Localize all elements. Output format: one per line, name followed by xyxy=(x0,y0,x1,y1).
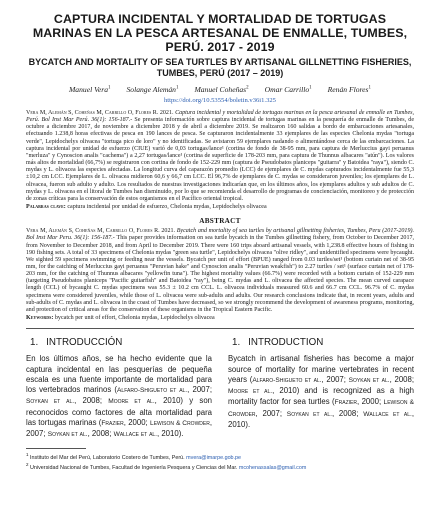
footnote: $^2$ Universidad Nacional de Tumbes, Facultad de Ingeniería Pesquera y Ciencias del Mar. mcohenassalas@gmail.com xyxy=(26,462,307,472)
resumen-keywords: Palabras clave: captura incidental por unidad de esfuerzo, Chelonia mydas, Lepidochelys olivacea xyxy=(26,204,267,211)
abstract-keywords: Keywords: bycatch per unit of effort, Chelonia mydas, Lepidochelys olivacea xyxy=(26,315,215,322)
title-spanish: CAPTURA INCIDENTAL Y MORTALIDAD DE TORTUGAS MARINAS EN LA PESCA ARTESANAL DE ENMALLE, TUMBES, PERÚ. 2017 - 2019 xyxy=(32,12,408,54)
author-list xyxy=(26,85,414,94)
intro-spanish-text: En los últimos años, se ha hecho evidente que la captura incidental en las pesquerías de pequeña escala es una fuente importante de mortalidad para los vertebrados marinos (Alfaro-Shigueto et al., 2007; Soykan et al., 2008; Moore et al., 2010) y son reconocidos como factores de alta mortalidad para las tortugas marinas (Frazier, 2000; Lewison & Crowder, 2007; Soykan et al., 2008; Wallace et al., 2010). xyxy=(26,354,213,439)
column-english xyxy=(228,337,414,440)
author: Manuel Vera$^1$ xyxy=(68,85,111,94)
abstract-paragraph: Vera M, Alemán S, Coheñas M, Carrillo O, Flores R. 2021. Bycatch and mortality of sea turtles by artisanal gillnetting fisheries, Tumbes, Peru (2017-2019). Bol Inst Mar Peru. 36(1): 156-187.- This paper provides information on sea turtle bycatch in the Tumbes gillnetting fishery, from October to December 2017, from November to December 2018, and from April to December 2019. There were 160 trips aboard artisanal vessels, with 1,238.8 effective hours of fishing in 190 fishing sets. A total of 33 specimens of Chelonia mydas "green sea turtle", Lepidochelys olivacea "olive ridley", and unidentified specimens were bycaught. We sighted 59 specimens swimming or feeding near the vessels. Bycatch per unit of effort (BPUE) ranged from 0.03 turtles/set¹ (bottom curtain net of 38-95 mm, for the catching of Merluccius gayi peruanus "Peruvian hake" and Cynoscion analis "Peruvian weakfish") to 2.27 turtles / set¹ (surface curtain net of 178-203 mm, for the catching of Thunnus albacares "yellowfin tuna"). The highest mortality values (66.7%) were recorded with a bottom curtain of 152-229 mm (targeting Pseudobatos planiceps "Pacific guitarfish" and Batoidea "ray"), being C. mydas and L. olivacea the affected species. The mean curved carapace length (CCL) of bycaught C. mydas specimens was 55.3 ± 10.2 cm CCL. L. olivacea individuals measured 60.6 and 66.7 cm CCL. 96.7% of C. mydas specimens were considered juveniles, while those of L. olivacea were sub-adults and adults. Our research conclusions indicate that, in recent years, adults and sub-adults of C. mydas and L. olivacea in the coast of Tumbes have decreased, so we strongly recommend the development of awareness programs, monitoring, and protection of critical areas for the conservation of these organisms in the Tropical Eastern Pacific. xyxy=(26,228,415,313)
author: Renán Flores$^1$ xyxy=(327,85,371,94)
section-divider xyxy=(26,328,414,329)
intro-english-text: Bycatch in artisanal fisheries has become a major source of mortality for marine vertebrates in recent years (Alfaro-Shigueto et al., 2007; Soykan et al., 2008; Moore et al., 2010) and is recognized as a high mortality factor for sea turtles (Frazier, 2000; Lewison & Crowder, 2007; Soykan et al., 2008; Wallace et al., 2010). xyxy=(228,354,414,429)
title-english: BYCATCH AND MORTALITY OF SEA TURTLES BY ARTISANAL GILLNETTING FISHERIES, TUMBES, PERÚ (2017 – 2019) xyxy=(28,57,412,78)
footnotes xyxy=(26,451,414,473)
author: Omar Carrillo$^1$ xyxy=(264,85,312,94)
section-heading-introduccion: 1. INTRODUCCIÓN xyxy=(30,337,123,349)
resumen-paragraph: Vera M, Alemán S, Coheñas M, Carrillo O, Flores R. 2021. Captura incidental y mortalidad de tortugas marinas en la pesca artesanal de enmalle en Tumbes, Perú. Bol Inst Mar Perú. 36(1): 156-187.- Se presenta información sobre captura incidental de tortugas marinas en la pesquería de enmalle de Tumbes, de octubre a diciembre 2017, de noviembre a diciembre 2018 y de abril a diciembre 2019. Se realizaron 160 salidas a bordo de embarcaciones artesanales, efectuando 1.238,8 horas efectivas de pesca en 190 lances de pesca. Se capturaron incidentalmente 33 ejemplares de las especies Chelonia mydas "tortuga verde", Lepidochelys olivacea "tortuga pico de loro" y no identificadas. Se avistaron 59 ejemplares nadando o alimentándose cerca de las embarcaciones. La captura incidental por unidad de esfuerzo (CIUE) varió de 0,03 tortugas/lance¹ (cortina de fondo de 38-95 mm, para captura de Merluccius gayi peruanus "merluza" y Cynoscion analis "cachema") a 2,27 tortugas/lance¹ (cortina de superficie de 178-203 mm, para captura de Thunnus albacares "atún"). Los valores más altos de mortalidad (66,7%) se registraron con cortina de fondo de 152-229 mm (captura de Pseudobatos planiceps "guitarra" y Batoidea "raya"), siendo C. mydas y L. olivacea las especies afectadas. La longitud curva del caparazón promedio (LCC) de ejemplares de C. mydas capturados incidentalmente fue 55,3 ±10,2 cm LCC. Ejemplares de L. olivacea midieron 60,6 y 66,7 cm LCC. El 96,7% de ejemplares de C. mydas se consideraron juveniles; los ejemplares de L. olivacea, fueron sub adulto y adulto. Los resultados de nuestras investigaciones indicarían que, en los últimos años, los ejemplares adultos y sub adultos de C. mydas y L. olivacea en el litoral de Tumbes han disminuido, por lo que se recomienda el desarrollo de programas de concienciación, monitoreo y de protección de zonas críticas para la conservación de estos organismos en el Pacífico oriental tropical. xyxy=(26,110,415,202)
column-spanish xyxy=(26,337,212,440)
footnote-divider xyxy=(26,448,86,449)
footnote-email-link[interactable]: mvera@imarpe.gob.pe xyxy=(186,454,242,461)
author: Manuel Coheñas$^2$ xyxy=(194,85,249,94)
section-heading-introduction: 1. INTRODUCTION xyxy=(232,337,324,349)
abstract-heading: ABSTRACT xyxy=(199,217,241,226)
doi-link[interactable]: https://doi.org/10.53554/boletin.v36i1.325 xyxy=(164,97,276,104)
body-columns xyxy=(26,337,414,440)
footnote-email-link[interactable]: mcohenassalas@gmail.com xyxy=(238,465,307,472)
footnote: $^1$ Instituto del Mar del Perú, Laboratorio Costero de Tumbes, Perú. mvera@imarpe.gob.pe xyxy=(26,451,242,461)
author: Solange Alemán$^1$ xyxy=(126,85,179,94)
